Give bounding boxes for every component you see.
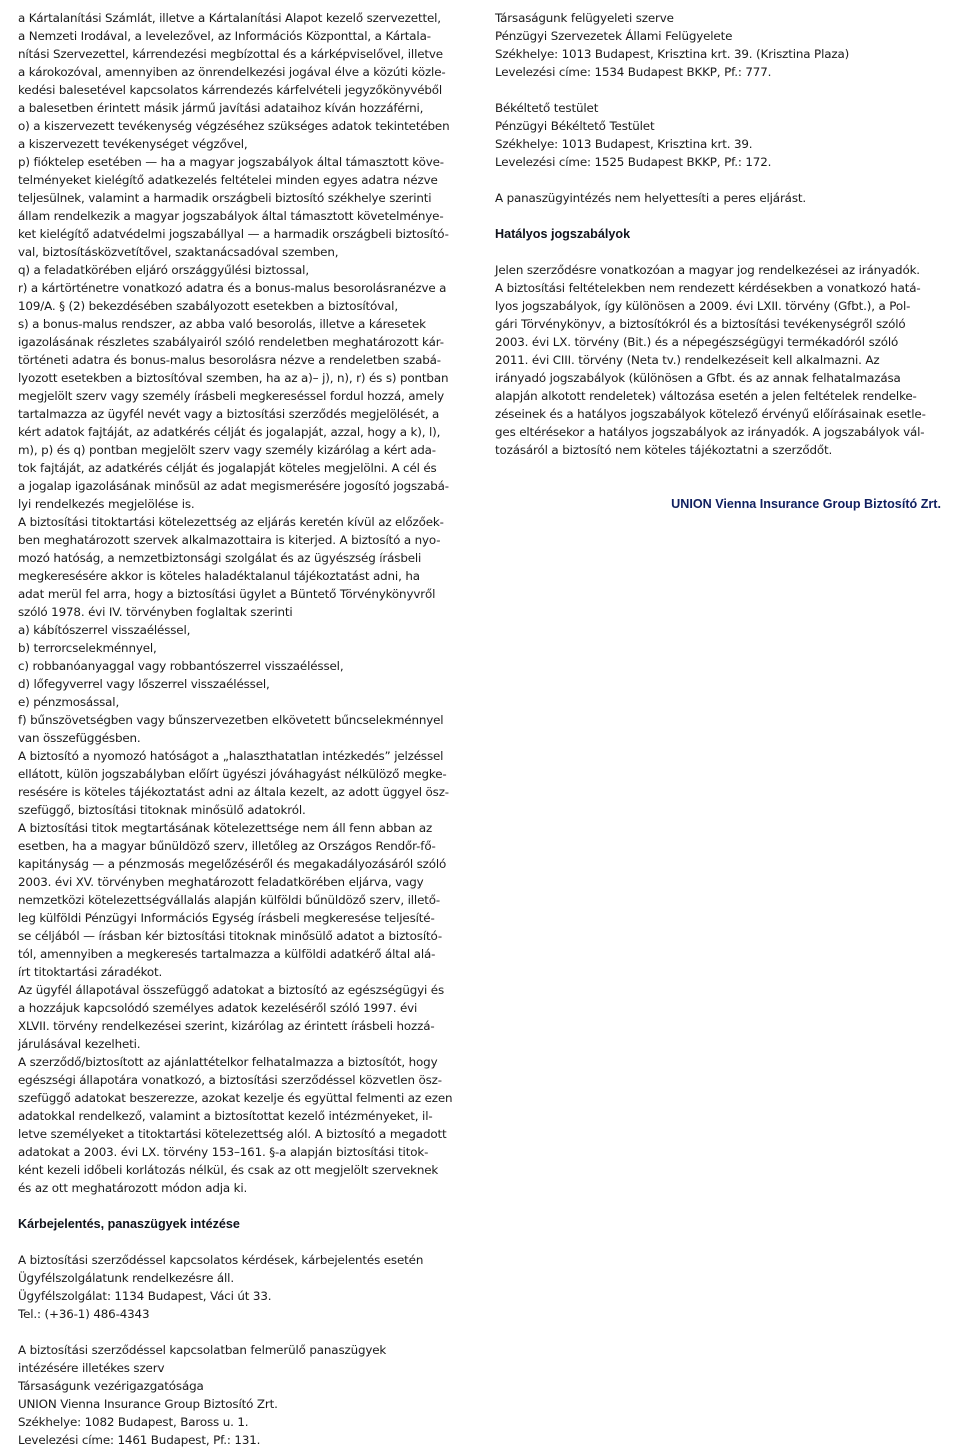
complaints-line: Levelezési címe: 1461 Budapest, Pf.: 131. bbox=[18, 1433, 261, 1447]
text-line: leg külföldi Pénzügyi Információs Egység írásbeli megkeresése teljesíté- bbox=[18, 911, 435, 925]
text-line: telményeket kielégítő adatkezelés feltételei minden egyes adatra nézve bbox=[18, 173, 438, 187]
complaints-line: intézésére illetékes szerv bbox=[18, 1361, 165, 1375]
text-line: letve személyeket a titoktartási kötelezettség alól. A biztosító a megadott bbox=[18, 1127, 447, 1141]
text-line: szóló 1978. évi IV. törvényben foglaltak szerinti bbox=[18, 605, 293, 619]
laws-line: alapján alkotott rendeletek) változása esetén a jelen feltételek rendelke- bbox=[495, 389, 917, 403]
text-line: lyozott esetekben a biztosítóval szemben, ha az a)– j), n), r) és s) pontban bbox=[18, 371, 449, 385]
text-line: tól, amennyiben a megkeresés tartalmazza a külföldi adatkérő által alá- bbox=[18, 947, 436, 961]
text-line: állam rendelkezik a magyar jogszabályok által támasztott követelménye- bbox=[18, 209, 444, 223]
text-line: A szerződő/biztosított az ajánlattételkor felhatalmazza a biztosítót, hogy bbox=[18, 1055, 438, 1069]
laws-section bbox=[495, 261, 941, 459]
text-line: kedési balesetével kapcsolatos kárrendezés kárfelvételi jegyzőkönyvéből bbox=[18, 83, 443, 97]
text-line: s) a bonus-malus rendszer, az abba való besorolás, illetve a káresetek bbox=[18, 317, 426, 331]
mediator-line: Székhelye: 1013 Budapest, Krisztina krt. 39. bbox=[495, 137, 753, 151]
supervisor-line: Székhelye: 1013 Budapest, Krisztina krt. 39. (Krisztina Plaza) bbox=[495, 47, 850, 61]
text-line: ként kezeli időbeli korlátozás nélkül, és csak az ott megjelölt szerveknek bbox=[18, 1163, 439, 1177]
text-line: nítási Szervezettel, kárrendezési megbízottal és a kárképviselővel, illetve bbox=[18, 47, 443, 61]
complaints-line: Székhelye: 1082 Budapest, Baross u. 1. bbox=[18, 1415, 249, 1429]
laws-line: ges eltérésekor a hatályos jogszabályok az irányadók. A jogszabályok vál- bbox=[495, 425, 925, 439]
data-sharing-section bbox=[18, 9, 465, 1197]
text-line: megjelölt szerv vagy személy írásbeli megkereséssel fordul hozzá, amely bbox=[18, 389, 445, 403]
text-line: történeti adatra és bonus-malus besorolásra nézve a rendeletben szabá- bbox=[18, 353, 441, 367]
text-line: adatokat a 2003. évi LX. törvény 153–161. §-a alapján biztosítási titok- bbox=[18, 1145, 429, 1159]
text-line: kapitányság — a pénzmosás megelőzéséről és megakadályozásáról szóló bbox=[18, 857, 447, 871]
laws-line: A biztosítási feltételekben nem rendezett kérdésekben a vonatkozó hatá- bbox=[495, 281, 921, 295]
text-line: kért adatok fajtáját, az adatkérés célját és jogalapját, azzal, hogy a k), l), bbox=[18, 425, 441, 439]
laws-line: zéseinek és a hatályos jogszabályok kötelező érvényű előírásainak esetle- bbox=[495, 407, 926, 421]
complaints-line: UNION Vienna Insurance Group Biztosító Zrt. bbox=[18, 1397, 278, 1411]
text-line: se céljából — írásban kér biztosítási titoknak minősülő adatot a biztosító- bbox=[18, 929, 442, 943]
text-line: van összefüggésben. bbox=[18, 731, 141, 745]
text-line: a hozzájuk kapcsolódó személyes adatok kezeléséről szóló 1997. évi bbox=[18, 1001, 418, 1015]
text-line: esetben, ha a magyar bűnüldöző szerv, illetőleg az Országos Rendőr-fő- bbox=[18, 839, 436, 853]
text-line: járulásával kezelheti. bbox=[18, 1037, 141, 1051]
supervisor-line: Levelezési címe: 1534 Budapest BKKP, Pf.: 777. bbox=[495, 65, 772, 79]
claims-line: Ügyfélszolgálatunk rendelkezésre áll. bbox=[18, 1271, 234, 1285]
text-line: p) fióktelep esetében — ha a magyar jogszabályok által támasztott köve- bbox=[18, 155, 444, 169]
right-column bbox=[495, 9, 941, 513]
claims-line: Tel.: (+36-1) 486-4343 bbox=[18, 1307, 150, 1321]
complaints-line: A biztosítási szerződéssel kapcsolatban felmerülő panaszügyek bbox=[18, 1343, 387, 1357]
text-line: 109/A. § (2) bekezdésében szabályozott esetekben a biztosítóval, bbox=[18, 299, 398, 313]
text-line: ben meghatározott szervek alkalmazottaira is kiterjed. A biztosító a nyo- bbox=[18, 533, 441, 547]
mediator-line: Békéltető testület bbox=[495, 101, 599, 115]
left-column bbox=[18, 9, 465, 1449]
text-line: c) robbanóanyaggal vagy robbantószerrel visszaéléssel, bbox=[18, 659, 344, 673]
text-line: megkeresésére akkor is köteles haladéktalanul tájékoztatást adni, ha bbox=[18, 569, 420, 583]
laws-line: gári Törvénykönyv, a biztosítókról és a biztosítási tevékenységről szóló bbox=[495, 317, 906, 331]
text-line: teljesülnek, valamint a harmadik országbeli biztosító székhelye szerinti bbox=[18, 191, 432, 205]
text-line: mozó hatóság, a nemzetbiztonsági szolgálat és az ügyészség írásbeli bbox=[18, 551, 422, 565]
mediator-line: Pénzügyi Békéltető Testület bbox=[495, 119, 655, 133]
laws-line: lyos jogszabályok, így különösen a 2009. évi LXII. törvény (Gfbt.), a Pol- bbox=[495, 299, 911, 313]
text-line: szefüggő, biztosítási titoknak minősülő adatokról. bbox=[18, 803, 306, 817]
text-line: írt titoktartási záradékot. bbox=[18, 965, 163, 979]
text-line: ket kielégítő adatvédelmi jogszabállyal — a harmadik országbeli biztosító- bbox=[18, 227, 449, 241]
text-line: 2003. évi XV. törvényben meghatározott feladatkörében eljárva, vagy bbox=[18, 875, 424, 889]
text-line: A biztosítási titok megtartásának kötelezettsége nem áll fenn abban az bbox=[18, 821, 433, 835]
text-line: XLVII. törvény rendelkezései szerint, kizárólag az érintett írásbeli hozzá- bbox=[18, 1019, 435, 1033]
claims-line: A biztosítási szerződéssel kapcsolatos kérdések, kárbejelentés esetén bbox=[18, 1253, 424, 1267]
text-line: és az ott meghatározott módon adja ki. bbox=[18, 1181, 248, 1195]
supervisor-line: Pénzügyi Szervezetek Állami Felügyelete bbox=[495, 29, 733, 43]
text-line: q) a feladatkörében eljáró országgyűlési biztossal, bbox=[18, 263, 309, 277]
claims-contact-section bbox=[18, 1251, 465, 1323]
supervisor-line: Társaságunk felügyeleti szerve bbox=[495, 11, 674, 25]
text-line: a Kártalanítási Számlát, illetve a Kártalanítási Alapot kezelő szervezettel, bbox=[18, 11, 441, 25]
claims-line: Ügyfélszolgálat: 1134 Budapest, Váci út 33. bbox=[18, 1289, 272, 1303]
text-line: Az ügyfél állapotával összefüggő adatokat a biztosító az egészségügyi és bbox=[18, 983, 444, 997]
text-line: nemzetközi kötelezettségvállalás alapján külföldi bűnüldöző szerv, illető- bbox=[18, 893, 441, 907]
mediator-line: Levelezési címe: 1525 Budapest BKKP, Pf.: 172. bbox=[495, 155, 772, 169]
text-line: a károkozóval, amennyiben az önrendelkezési jogával élve a közúti közle- bbox=[18, 65, 446, 79]
text-line: egészségi állapotára vonatkozó, a biztosítási szerződéssel közvetlen ösz- bbox=[18, 1073, 442, 1087]
text-line: resésére is köteles tájékoztatást adni az általa kezelt, az adott üggyel ösz- bbox=[18, 785, 449, 799]
text-line: tok fajtáját, az adatkérés célját és jogalapját köteles megjelölni. A cél és bbox=[18, 461, 437, 475]
laws-heading: Hatályos jogszabályok bbox=[495, 227, 631, 241]
text-line: o) a kiszervezett tevékenység végzéséhez szükséges adatok tekintetében bbox=[18, 119, 450, 133]
supervisor-section bbox=[495, 9, 941, 81]
text-line: val, biztosításközvetítővel, szaktanácsadóval szemben, bbox=[18, 245, 339, 259]
laws-line: tozásáról a biztosító nem köteles tájékoztatni a szerződőt. bbox=[495, 443, 833, 457]
mediator-section bbox=[495, 99, 941, 171]
text-line: a) kábítószerrel visszaéléssel, bbox=[18, 623, 191, 637]
complaints-body-section bbox=[18, 1341, 465, 1449]
text-line: a kiszervezett tevékenységet végzővel, bbox=[18, 137, 248, 151]
text-line: a Nemzeti Irodával, a levelezővel, az Információs Központtal, a Kártala- bbox=[18, 29, 431, 43]
text-line: ellátott, külön jogszabályban előírt ügyészi jóváhagyást nélkülöző megke- bbox=[18, 767, 447, 781]
text-line: m), p) és q) pontban megjelölt szerv vagy személy kizárólag a kért ada- bbox=[18, 443, 436, 457]
laws-line: irányadó jogszabályok (különösen a Gfbt. és az annak felhatalmazása bbox=[495, 371, 901, 385]
text-line: r) a kártörténetre vonatkozó adatra és a bonus-malus besorolásranézve a bbox=[18, 281, 447, 295]
complaints-line: Társaságunk vezérigazgatósága bbox=[18, 1379, 204, 1393]
text-line: a balesetben érintett másik jármű javítási adataihoz kíván hozzáférni, bbox=[18, 101, 424, 115]
text-line: b) terrorcselekménnyel, bbox=[18, 641, 157, 655]
laws-line: Jelen szerződésre vonatkozóan a magyar jog rendelkezései az irányadók. bbox=[495, 263, 920, 277]
text-line: lyi rendelkezés megjelölése is. bbox=[18, 497, 195, 511]
text-line: A biztosító a nyomozó hatóságot a „halaszthatatlan intézkedés” jelzéssel bbox=[18, 749, 444, 763]
text-line: f) bűnszövetségben vagy bűnszervezetben elkövetett bűncselekménnyel bbox=[18, 713, 444, 727]
company-signature: UNION Vienna Insurance Group Biztosító Zrt. bbox=[671, 497, 941, 511]
text-line: a jogalap igazolásának minősül az adat megismerésére jogosító jogszabá- bbox=[18, 479, 449, 493]
claims-heading: Kárbejelentés, panaszügyek intézése bbox=[18, 1217, 240, 1231]
text-line: adatokkal rendelkező, valamint a biztosítottat kezelő intézményeket, il- bbox=[18, 1109, 433, 1123]
laws-line: 2003. évi LX. törvény (Bit.) és a népegészségügyi termékadóról szóló bbox=[495, 335, 899, 349]
text-line: adat merül fel arra, hogy a biztosítási ügylet a Büntető Törvénykönyvről bbox=[18, 587, 436, 601]
text-line: A biztosítási titoktartási kötelezettség az eljárás keretén kívül az előzőek- bbox=[18, 515, 444, 529]
laws-line: 2011. évi CIII. törvény (Neta tv.) rendelkezéseit kell alkalmazni. Az bbox=[495, 353, 880, 367]
complaint-note: A panaszügyintézés nem helyettesíti a peres eljárást. bbox=[495, 191, 807, 205]
text-line: tartalmazza az ügyfél nevét vagy a biztosítási szerződés megjelölését, a bbox=[18, 407, 440, 421]
text-line: igazolásának részletes szabályairól szóló rendeletben meghatározott kár- bbox=[18, 335, 444, 349]
text-line: d) lőfegyverrel vagy lőszerrel visszaéléssel, bbox=[18, 677, 270, 691]
text-line: szefüggő adatokat beszerezze, azokat kezelje és együttal felmenti az ezen bbox=[18, 1091, 453, 1105]
text-line: e) pénzmosással, bbox=[18, 695, 120, 709]
